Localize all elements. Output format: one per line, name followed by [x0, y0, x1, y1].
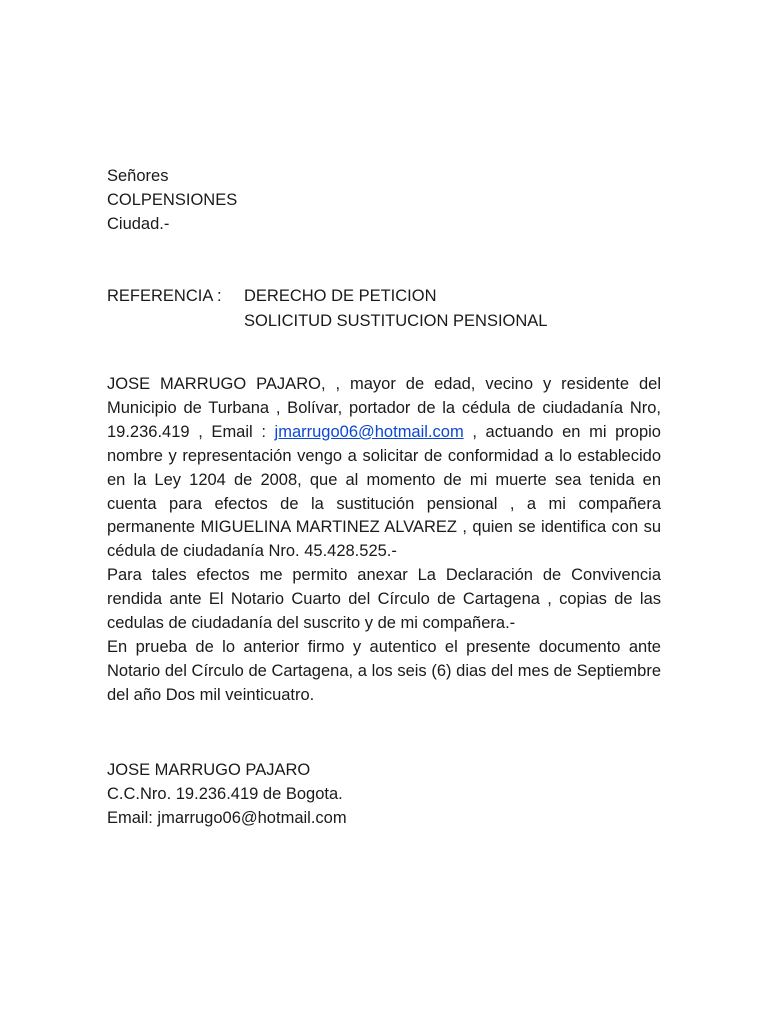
email-link[interactable]: jmarrugo06@hotmail.com	[274, 422, 464, 441]
salutation-line-1: Señores	[107, 167, 169, 185]
reference-label: REFERENCIA :	[107, 287, 222, 305]
reference-subject-1: DERECHO DE PETICION	[244, 287, 437, 305]
body-paragraph-1-end: , actuando en mi propio nombre y representación vengo a solicitar de conformidad a lo establecido en la Ley 1204 de 2008, que al momento de mi muerte sea tenida en cuenta para efectos de la sustitución pensional , a mi compañera permanente MIGUELINA MARTINEZ ALVAREZ , quien se identifica con su cédula de ciudadanía Nro. 45.428.525.-	[107, 422, 661, 561]
signature-name: JOSE MARRUGO PAJARO	[107, 761, 311, 779]
signature-email: Email: jmarrugo06@hotmail.com	[107, 809, 347, 827]
salutation-recipient: COLPENSIONES	[107, 191, 238, 209]
salutation-city: Ciudad.-	[107, 215, 170, 233]
body-paragraph-1	[107, 373, 661, 564]
body-paragraph-2: Para tales efectos me permito anexar La Declaración de Convivencia rendida ante El Notario Cuarto del Círculo de Cartagena , copias de las cedulas de ciudadanía del suscrito y de mi compañera.-	[107, 566, 661, 633]
signature-id: C.C.Nro. 19.236.419 de Bogota.	[107, 785, 343, 803]
reference-subject-2: SOLICITUD SUSTITUCION PENSIONAL	[244, 312, 548, 330]
letter-body	[107, 373, 661, 708]
body-paragraph-1-start: JOSE MARRUGO PAJARO, , mayor de edad, vecino y residente del Municipio de Turbana , Bolívar, portador de la cédula de ciudadanía Nro, 19.236.419 , Email :	[107, 375, 661, 441]
body-paragraph-3: En prueba de lo anterior firmo y autentico el presente documento ante Notario del Círculo de Cartagena, a los seis (6) dias del mes de Septiembre del año Dos mil veinticuatro.	[107, 637, 661, 704]
